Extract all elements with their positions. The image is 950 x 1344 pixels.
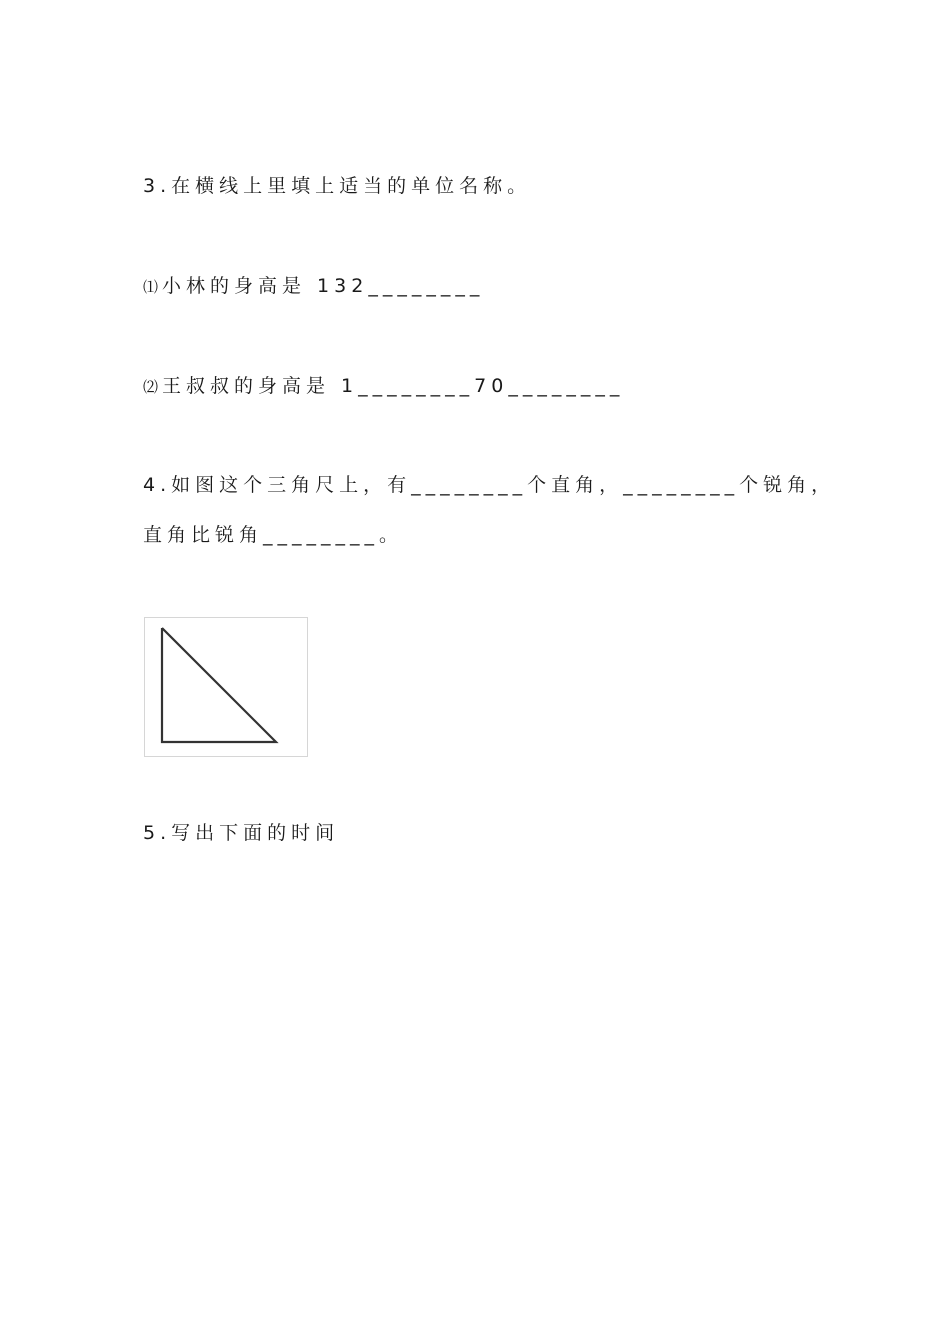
question-4-line-2: 直角比锐角________。 — [143, 524, 404, 546]
question-3-item-2 — [143, 374, 624, 399]
question-3-item-1 — [143, 274, 484, 299]
question-3-title: 3.在横线上里填上适当的单位名称。 — [143, 175, 532, 197]
question-5-title: 5.写出下面的时间 — [143, 822, 340, 844]
item-number: ⑵ — [143, 378, 159, 396]
item-text: 王叔叔的身高是 1________70________ — [162, 375, 625, 397]
question-4-line-1: 4.如图这个三角尺上，有________个直角，________个锐角， — [143, 474, 836, 496]
triangle-ruler-figure — [144, 617, 308, 757]
item-text: 小林的身高是 132________ — [162, 275, 485, 297]
right-triangle-icon — [145, 618, 307, 756]
item-number: ⑴ — [143, 278, 159, 296]
